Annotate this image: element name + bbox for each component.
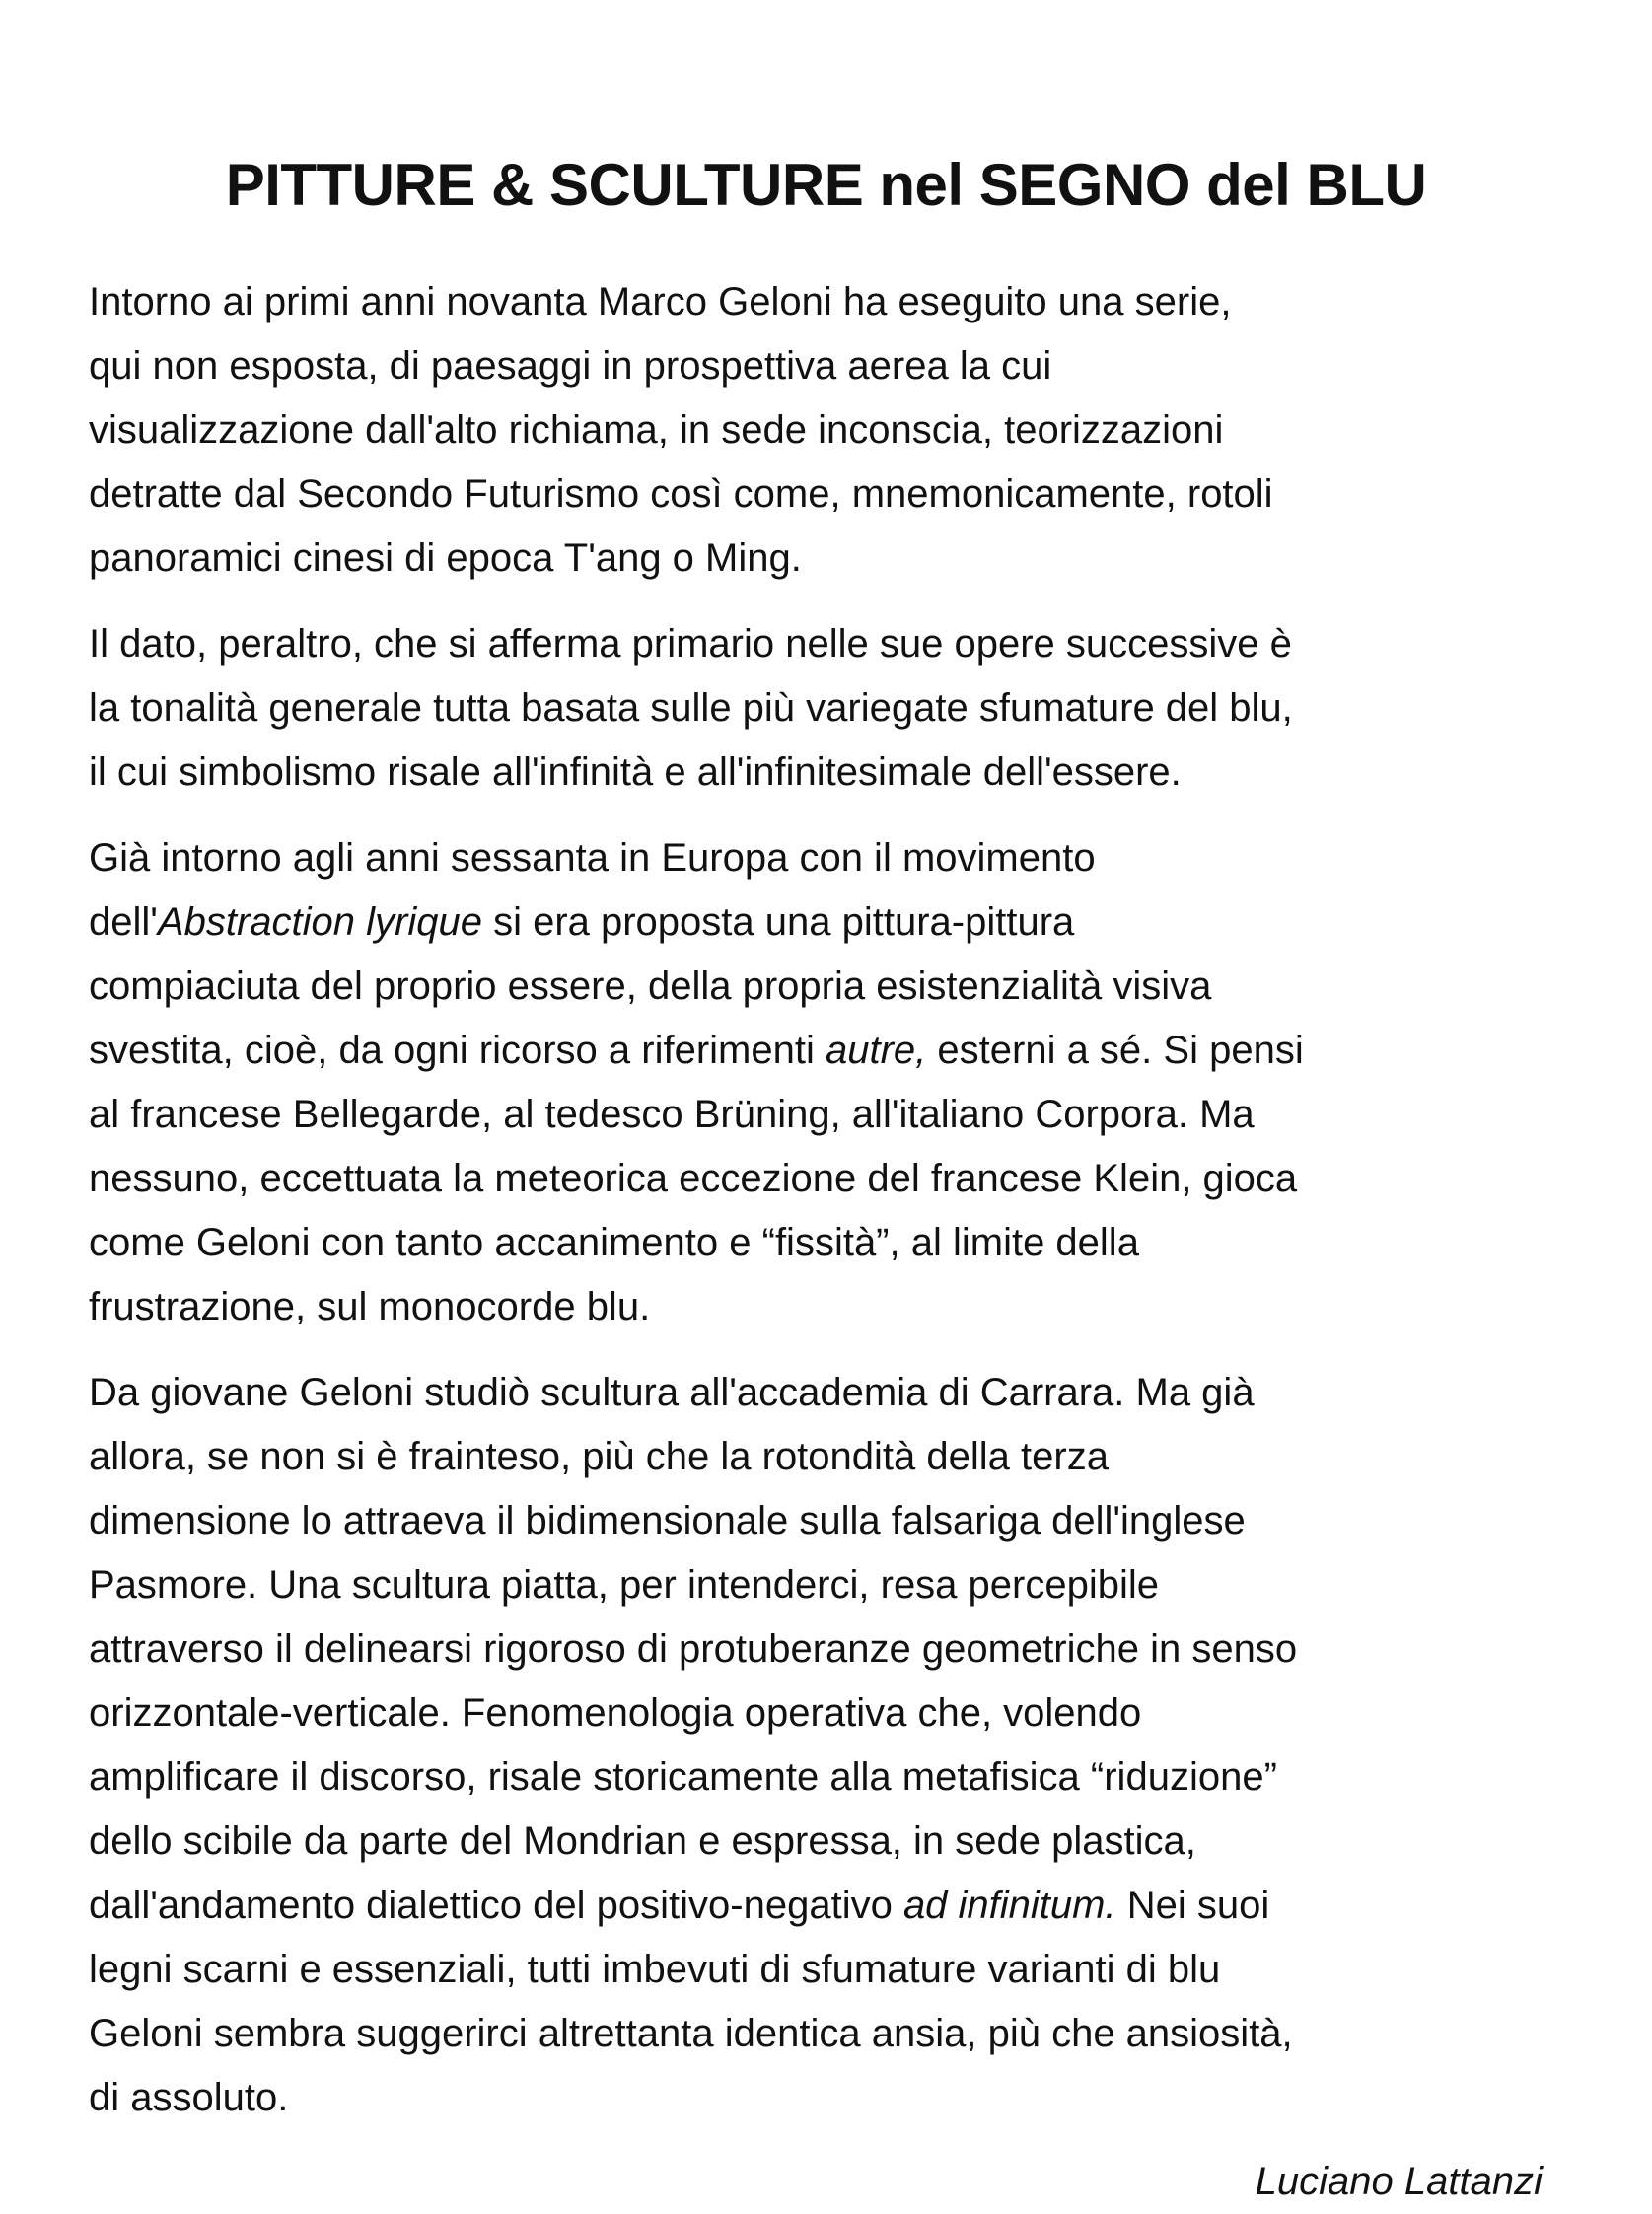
text-line: nessuno, eccettuata la meteorica eccezione del francese Klein, gioca [89,1157,1298,1200]
text-line: di assoluto. [89,2076,289,2119]
text-span: si era proposta una pittura-pittura [481,900,1075,944]
page-title: PITTURE & SCULTURE nel SEGNO del BLU [225,152,1427,218]
text-line: dimensione lo attraeva il bidimensionale sulla falsariga dell'inglese [89,1499,1246,1542]
article-body [89,270,1608,2152]
text-line: detratte dal Secondo Futurismo così come, mnemonicamente, rotoli [89,472,1273,516]
text-line: panoramici cinesi di epoca T'ang o Ming. [89,536,802,580]
text-line [89,891,1608,955]
text-span: Nei suoi [1115,1884,1270,1927]
text-span: svestita, cioè, da ogni ricorso a riferimenti [89,1029,826,1072]
paragraph-4 [89,1361,1608,2130]
text-line [89,1019,1608,1083]
text-line: Geloni sembra suggerirci altrettanta identica ansia, più che ansiosità, [89,2012,1293,2055]
text-line: attraverso il delinearsi rigoroso di protuberanze geometriche in senso [89,1627,1298,1671]
text-line: orizzontale-verticale. Fenomenologia operativa che, volendo [89,1691,1142,1735]
text-line: la tonalità generale tutta basata sulle più variegate sfumature del blu, [89,686,1293,730]
text-line: il cui simbolismo risale all'infinità e all'infinitesimale dell'essere. [89,750,1182,794]
text-span: dall'andamento dialettico del positivo-negativo [89,1884,903,1927]
text-line: compiaciuta del proprio essere, della propria esistenzialità visiva [89,964,1212,1008]
text-line: Già intorno agli anni sessanta in Europa con il movimento [89,836,1096,880]
text-line: Da giovane Geloni studiò scultura all'accademia di Carrara. Ma già [89,1371,1255,1414]
text-span: dell' [89,900,158,944]
text-line [89,1874,1608,1938]
author-signature: Luciano Lattanzi [1255,2160,1543,2203]
text-line: allora, se non si è frainteso, più che la rotondità della terza [89,1435,1109,1478]
text-line: amplificare il discorso, risale storicamente alla metafisica “riduzione” [89,1755,1277,1799]
text-line: Il dato, peraltro, che si afferma primario nelle sue opere successive è [89,622,1292,666]
text-line: Intorno ai primi anni novanta Marco Geloni ha eseguito una serie, [89,280,1232,323]
paragraph-2 [89,612,1608,805]
italic-term: autre, [825,1029,927,1072]
text-line: frustrazione, sul monocorde blu. [89,1285,651,1328]
text-line: al francese Bellegarde, al tedesco Brüning, all'italiano Corpora. Ma [89,1093,1255,1136]
italic-term: ad infinitum. [902,1884,1116,1927]
paragraph-3 [89,826,1608,1339]
text-line: visualizzazione dall'alto richiama, in sede inconscia, teorizzazioni [89,408,1224,452]
text-line: come Geloni con tanto accanimento e “fissità”, al limite della [89,1221,1139,1264]
text-line: legni scarni e essenziali, tutti imbevuti di sfumature varianti di blu [89,1948,1221,1991]
italic-term: Abstraction lyrique [157,900,482,944]
text-line: Pasmore. Una scultura piatta, per intenderci, resa percepibile [89,1563,1159,1607]
text-line: qui non esposta, di paesaggi in prospettiva aerea la cui [89,344,1052,388]
text-line: dello scibile da parte del Mondrian e espressa, in sede plastica, [89,1820,1196,1863]
paragraph-1 [89,270,1608,591]
text-span: esterni a sé. Si pensi [926,1029,1304,1072]
